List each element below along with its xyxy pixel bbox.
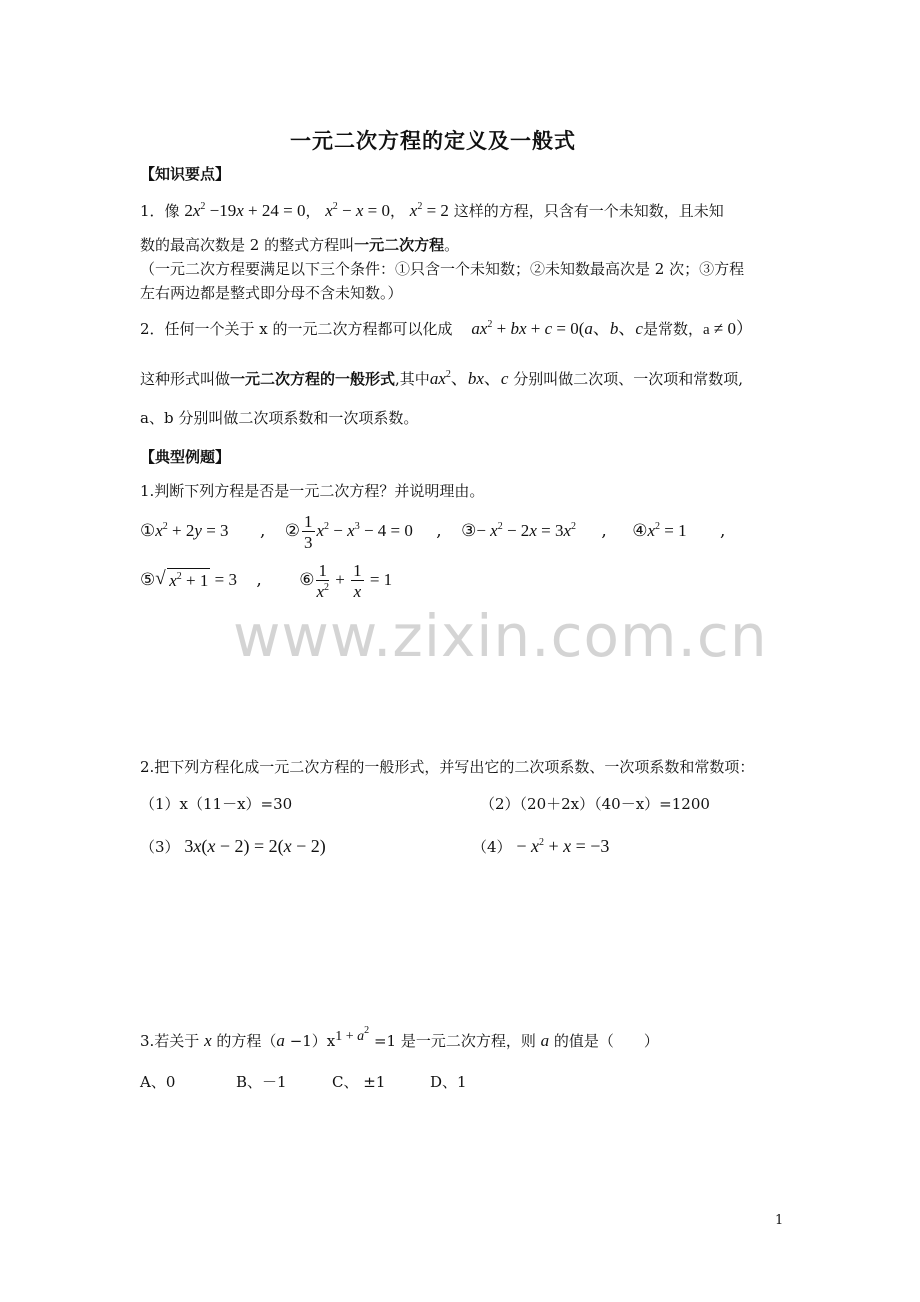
equation-example-3: $x^2 = 2$ (409, 201, 449, 220)
general-form-equation: $ax^2$ + bx + c = 0(a、b、c是常数，a ≠ 0） (471, 319, 753, 338)
option-c: C、 ±1 (332, 1073, 386, 1091)
equation-example-1: $2x^2 -19x + 24 = 0$ (184, 201, 306, 220)
q1-equation-1: $①x^2 + 2y = 3$ (140, 520, 229, 540)
q1-equation-2: ② $\frac{1}{3}$ $x^2 - x^3 - 4 = 0$ (284, 512, 413, 552)
key-point-2-text-c: 分别叫做二次项、一次项和常数项, (513, 370, 744, 388)
key-term-quadratic-equation: 一元二次方程 (354, 236, 445, 254)
q2-equation-4: − $x^2 + x = -3$ (516, 836, 610, 856)
key-point-1-note-line-1: （一元二次方程要满足以下三个条件：①只含一个未知数；②未知数最高次是 2 次；③方程 (140, 260, 745, 278)
q1-equation-5: ⑤√ $x^2 + 1 = 3$ (140, 570, 237, 589)
equation-example-2: $x^2 - x = 0$ (325, 201, 391, 220)
option-d: D、1 (430, 1073, 467, 1091)
question-2-part-4: $(4) - x^2 + x = -3$ (472, 836, 610, 856)
key-point-1-period: 。 (444, 236, 460, 254)
option-b: B、－1 (236, 1073, 287, 1091)
key-point-2-text-b: ,其中 (395, 370, 430, 388)
section-heading-key-points: 【知识要点】 (140, 165, 231, 183)
key-point-2-text-a: 这种形式叫做 (140, 370, 231, 388)
section-heading-examples: 【典型例题】 (140, 448, 231, 466)
key-point-2-line-1 (140, 320, 753, 338)
key-point-1-note-line-2: 左右两边都是整式即分母不含未知数。） (140, 284, 403, 302)
key-point-2-line-2 (140, 370, 743, 387)
question-2-text: 2.把下列方程化成一元二次方程的一般形式，并写出它的二次项系数、一次项系数和常数项： (140, 758, 755, 776)
key-point-1-text: 数的最高次数是 2 的整式方程叫 (140, 236, 355, 254)
page-number: 1 (775, 1213, 784, 1228)
question-2-part-2: （2）（20＋2x）（40－x）=1200 (480, 795, 710, 813)
q2-equation-3: 3x(x − 2) = 2(x − 2) (184, 836, 326, 856)
q1-equation-6: ⑥ $\frac{1}{x^2}$ + $\frac{1}{x}$ = 1 (299, 561, 393, 601)
question-1-equations-row-2: ⑤√ $x^2 + 1 = 3$ , ⑥ $\frac{1}{x^2}$ + $\frac{1}{x}$ = 1 (140, 562, 392, 600)
key-point-2-text: 2．任何一个关于 x 的一元二次方程都可以化成 (140, 320, 453, 338)
question-1-equations-row-1: $①x^2 + 2y = 3$ , ② $\frac{1}{3}$ $x^2 - x^3 - 4 = 0$ , ③− $x^2 - 2x = 3x^2$ , $④x^2 = 1$ , (140, 512, 726, 552)
key-point-1-number: 1．像 (140, 202, 180, 220)
term-list: $ax^2$、bx、c (429, 369, 509, 388)
key-point-1-line-1: 1．像 $2x^2 -19x + 24 = 0$， $x^2 - x = 0$， $x^2 = 2$ 这样的方程，只含有一个未知数，且未知 (140, 201, 724, 220)
key-point-1-after: 这样的方程，只含有一个未知数，且未知 (453, 202, 724, 220)
question-2-part-1: （1）x（11－x）=30 (140, 795, 293, 813)
page-title: 一元二次方程的定义及一般式 (290, 129, 576, 153)
q1-equation-3: ③− $x^2 - 2x = 3x^2$ (461, 520, 576, 540)
q1-equation-4: $④x^2 = 1$ (632, 520, 687, 540)
key-point-2-line-3: a、b 分别叫做二次项系数和一次项系数。 (140, 409, 419, 427)
key-point-1-line-2 (140, 238, 459, 253)
question-3-text: 3.若关于 x 的方程$(a -1)x1 + a^2 =1$ 是一元二次方程，则 a 的值是（ ） (140, 1025, 659, 1050)
question-2-part-3: （3） 3x(x − 2) = 2(x − 2) (140, 836, 326, 856)
question-1-text: 1.判断下列方程是否是一元二次方程？并说明理由。 (140, 482, 485, 500)
option-a: A、0 (140, 1073, 176, 1091)
key-term-general-form: 一元二次方程的一般形式 (230, 370, 396, 388)
watermark: www.zixin.com.cn (233, 602, 768, 670)
